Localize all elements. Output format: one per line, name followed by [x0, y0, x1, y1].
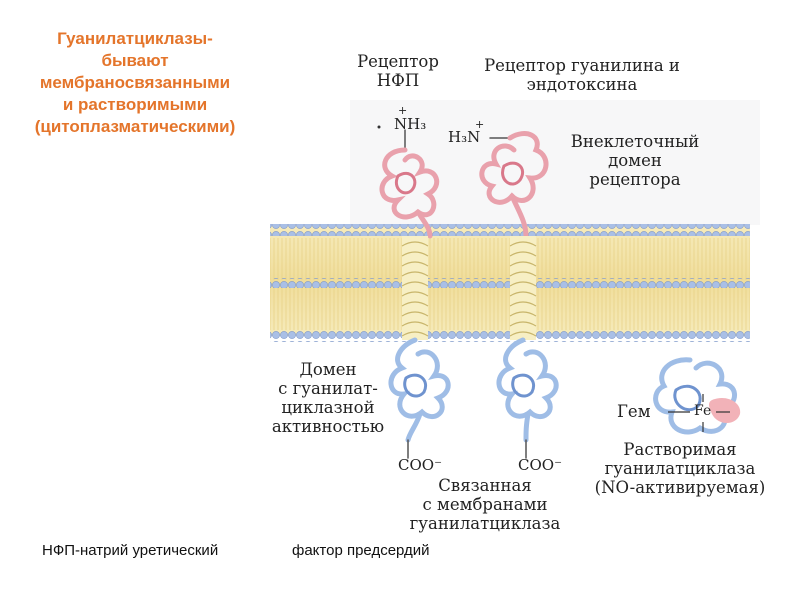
- soluble-line-2: гуанилатциклаза: [604, 459, 756, 478]
- membrane-bound-line-2: с мембранами: [422, 495, 548, 514]
- membrane-bound-line-3: гуанилатциклаза: [409, 514, 561, 533]
- receptor-nfp-line-1: Рецептор: [357, 52, 439, 71]
- iron-label: Fe: [694, 403, 712, 419]
- title-line-3: мембраносвязанными: [39, 73, 231, 92]
- title-line-5: (цитоплазматическими): [34, 117, 236, 136]
- cyclase-domain-1: [391, 340, 448, 458]
- cyclase-domain-label: [268, 360, 388, 436]
- marker-dot: [378, 126, 381, 129]
- plus-sign-2: +: [475, 118, 485, 131]
- cyclase-line-4: активностью: [271, 417, 385, 436]
- extracellular-line-2: домен: [608, 151, 662, 170]
- transmembrane-helix-1: [402, 236, 428, 340]
- coo-label-2: COO⁻: [518, 456, 562, 474]
- receptor-guanylin-line-2: эндотоксина: [526, 75, 638, 94]
- nh3-label: NH₃: [394, 115, 427, 133]
- h3n-label: H₃N: [448, 128, 481, 146]
- extracellular-line-3: рецептора: [589, 170, 681, 189]
- cyclase-line-2: с гуанилат-: [278, 379, 378, 398]
- soluble-cyclase-label: [580, 440, 780, 497]
- cyclase-domain-2: [499, 340, 556, 458]
- title-line-1: Гуанилатциклазы-: [57, 29, 213, 48]
- title-line-4: и растворимыми: [62, 95, 208, 114]
- footnote-left: НФП-натрий уретический: [42, 542, 219, 559]
- receptor-nfp-line-2: НФП: [376, 71, 420, 90]
- heme-label: Гем: [617, 402, 651, 421]
- soluble-line-3: (NO-активируемая): [594, 478, 766, 497]
- receptor-nfp-label: [348, 52, 448, 90]
- extracellular-line-1: Внеклеточный: [570, 132, 700, 151]
- title-line-2: бывают: [101, 51, 169, 70]
- plus-sign-1: +: [398, 104, 408, 117]
- footnote-right: фактор предсердий: [292, 542, 430, 559]
- cyclase-line-1: Домен: [299, 360, 357, 379]
- cyclase-line-3: циклазной: [281, 398, 375, 417]
- soluble-cyclase: [656, 360, 741, 432]
- extracellular-domain-label: [560, 132, 710, 189]
- receptor-guanylin-label: [462, 56, 702, 94]
- soluble-line-1: Растворимая: [623, 440, 737, 459]
- membrane-bound-line-1: Связанная: [438, 476, 532, 495]
- coo-label-1: COO⁻: [398, 456, 442, 474]
- membrane-bound-label: [400, 476, 570, 533]
- receptor-guanylin-line-1: Рецептор гуанилина и: [484, 56, 680, 75]
- transmembrane-helix-2: [510, 236, 536, 340]
